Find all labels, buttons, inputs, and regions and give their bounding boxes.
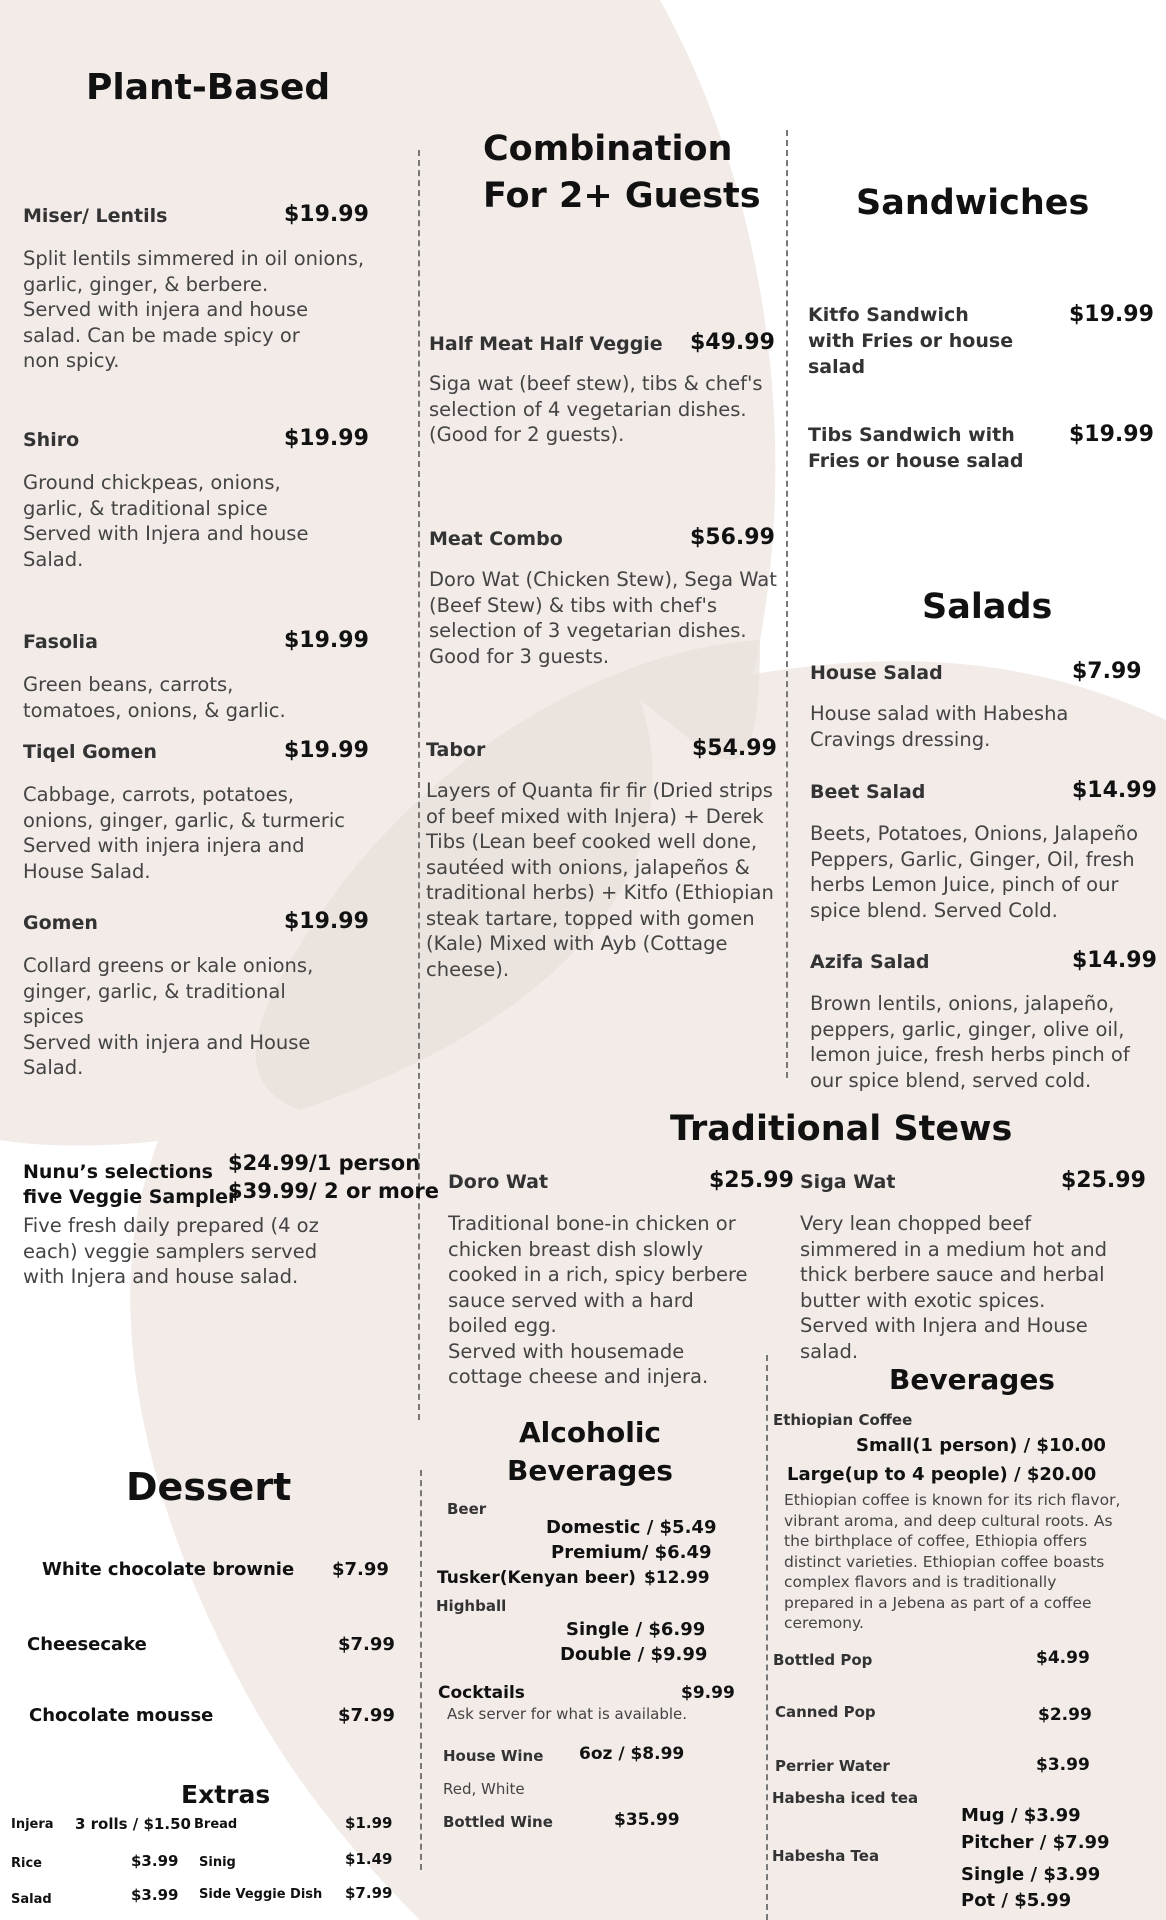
highball-double: Double / $9.99 bbox=[560, 1644, 708, 1665]
alcoholic-beverages-title: Alcoholic Beverages bbox=[507, 1416, 673, 1487]
house-salad-price: $7.99 bbox=[1072, 659, 1142, 684]
divider-middle-bottom bbox=[766, 1355, 768, 1920]
coffee-small: Small(1 person) / $10.00 bbox=[856, 1435, 1106, 1456]
fasolia-name: Fasolia bbox=[23, 631, 98, 653]
doro-wat-desc: Traditional bone-in chicken or chicken breast dish slowly cooked in a rich, spicy berbere sauce served with a hard boiled egg. Served with housemade cottage cheese and injera. bbox=[448, 1212, 748, 1388]
dessert-title: Dessert bbox=[126, 1465, 292, 1509]
extra-side-veggie-name: Side Veggie Dish bbox=[199, 1887, 323, 1902]
siga-wat-desc: Very lean chopped beef simmered in a medium hot and thick berbere sauce and herbal butter with exotic spices. Served with Injera and House salad. bbox=[800, 1212, 1108, 1363]
iced-tea-pitcher: Pitcher / $7.99 bbox=[961, 1832, 1110, 1853]
tabor-price: $54.99 bbox=[692, 736, 777, 761]
cocktails-name: Cocktails bbox=[438, 1683, 525, 1703]
extra-injera-name: Injera bbox=[11, 1817, 54, 1832]
salads-title: Salads bbox=[922, 587, 1053, 627]
extra-side-veggie-price: $7.99 bbox=[345, 1884, 393, 1902]
sampler-desc: Five fresh daily prepared (4 oz each) veggie samplers served with Injera and house salad. bbox=[23, 1214, 319, 1288]
bottled-pop-name: Bottled Pop bbox=[773, 1651, 873, 1669]
tiqel-gomen-name: Tiqel Gomen bbox=[23, 741, 157, 763]
dessert-mousse-price: $7.99 bbox=[338, 1705, 395, 1726]
kitfo-sandwich-price: $19.99 bbox=[1069, 302, 1154, 327]
coffee-large: Large(up to 4 people) / $20.00 bbox=[787, 1464, 1097, 1485]
gomen-desc: Collard greens or kale onions, ginger, garlic, & traditional spices Served with injera and House Salad. bbox=[23, 954, 314, 1079]
extra-bread-name: Bread bbox=[194, 1817, 238, 1832]
cocktails-price: $9.99 bbox=[681, 1683, 735, 1703]
tabor-desc: Layers of Quanta fir fir (Dried strips of beef mixed with Injera) + Derek Tibs (Lean beef cooked well done, sautéed with onions, jalapeños & traditional herbs) + Kitfo (Ethiopian steak tartare, topped with gomen (Kale) Mixed with Ayb (Cottage cheese). bbox=[426, 779, 774, 981]
beet-salad-desc: Beets, Potatoes, Onions, Jalapeño Peppers, Garlic, Ginger, Oil, fresh herbs Lemon Juice, pinch of our spice blend. Served Cold. bbox=[810, 822, 1138, 922]
sampler-price-group: $39.99/ 2 or more bbox=[228, 1179, 439, 1203]
extra-sinig-name: Sinig bbox=[199, 1855, 236, 1870]
siga-wat-price: $25.99 bbox=[1061, 1168, 1146, 1193]
extra-sinig-price: $1.49 bbox=[345, 1850, 393, 1868]
siga-wat-name: Siga Wat bbox=[800, 1171, 896, 1193]
half-meat-price: $49.99 bbox=[690, 330, 775, 355]
house-salad-desc: House salad with Habesha Cravings dressing. bbox=[810, 702, 1069, 751]
gomen-name: Gomen bbox=[23, 912, 98, 934]
tiqel-gomen-desc: Cabbage, carrots, potatoes, onions, ginger, garlic, & turmeric Served with injera injera and House Salad. bbox=[23, 783, 346, 883]
highball-label: Highball bbox=[436, 1597, 507, 1615]
miser-name: Miser/ Lentils bbox=[23, 205, 168, 227]
half-meat-name: Half Meat Half Veggie bbox=[429, 333, 663, 355]
meat-combo-price: $56.99 bbox=[690, 525, 775, 550]
canned-pop-name: Canned Pop bbox=[775, 1703, 876, 1721]
extra-rice-detail: $3.99 bbox=[131, 1852, 179, 1870]
canned-pop-price: $2.99 bbox=[1038, 1705, 1092, 1725]
tabor-name: Tabor bbox=[426, 739, 486, 761]
sandwiches-title: Sandwiches bbox=[856, 183, 1090, 223]
extra-injera-detail: 3 rolls / $1.50 bbox=[75, 1815, 191, 1833]
dessert-cheesecake-name: Cheesecake bbox=[27, 1634, 147, 1655]
doro-wat-price: $25.99 bbox=[709, 1168, 794, 1193]
habesha-tea-single: Single / $3.99 bbox=[961, 1864, 1101, 1885]
kitfo-sandwich-name: Kitfo Sandwich with Fries or house salad bbox=[808, 304, 1014, 378]
combination-title: Combination For 2+ Guests bbox=[483, 129, 761, 216]
meat-combo-name: Meat Combo bbox=[429, 528, 563, 550]
meat-combo-desc: Doro Wat (Chicken Stew), Sega Wat (Beef Stew) & tibs with chef's selection of 3 vegetarian dishes. Good for 3 guests. bbox=[429, 568, 777, 668]
perrier-name: Perrier Water bbox=[775, 1757, 890, 1775]
extra-salad-detail: $3.99 bbox=[131, 1886, 179, 1904]
extra-salad-name: Salad bbox=[11, 1892, 52, 1907]
extra-rice-name: Rice bbox=[11, 1856, 42, 1871]
dessert-brownie-name: White chocolate brownie bbox=[42, 1559, 295, 1580]
beer-tusker-price: $12.99 bbox=[644, 1568, 710, 1588]
extra-bread-price: $1.99 bbox=[345, 1814, 393, 1832]
divider-left-bottom bbox=[420, 1470, 422, 1870]
habesha-tea-name: Habesha Tea bbox=[772, 1847, 880, 1865]
beer-label: Beer bbox=[447, 1500, 487, 1518]
divider-left-top bbox=[418, 150, 420, 1420]
extras-title: Extras bbox=[181, 1780, 271, 1809]
dessert-brownie-price: $7.99 bbox=[332, 1559, 389, 1580]
beer-domestic: Domestic / $5.49 bbox=[546, 1517, 717, 1538]
bottled-pop-price: $4.99 bbox=[1036, 1648, 1090, 1668]
dessert-cheesecake-price: $7.99 bbox=[338, 1634, 395, 1655]
house-salad-name: House Salad bbox=[810, 662, 943, 684]
fasolia-desc: Green beans, carrots, tomatoes, onions, & garlic. bbox=[23, 673, 286, 722]
beet-salad-price: $14.99 bbox=[1072, 778, 1157, 803]
habesha-tea-pot: Pot / $5.99 bbox=[961, 1890, 1072, 1911]
iced-tea-mug: Mug / $3.99 bbox=[961, 1805, 1081, 1826]
beer-tusker: Tusker(Kenyan beer) bbox=[437, 1568, 636, 1588]
shiro-price: $19.99 bbox=[284, 426, 369, 451]
azifa-salad-price: $14.99 bbox=[1072, 948, 1157, 973]
divider-middle-top bbox=[786, 130, 788, 1078]
miser-desc: Split lentils simmered in oil onions, garlic, ginger, & berbere. Served with injera and house salad. Can be made spicy or non spicy. bbox=[23, 247, 365, 372]
miser-price: $19.99 bbox=[284, 202, 369, 227]
house-wine-name: House Wine bbox=[443, 1747, 544, 1765]
beverages-title: Beverages bbox=[889, 1363, 1055, 1396]
azifa-salad-name: Azifa Salad bbox=[810, 951, 930, 973]
coffee-desc: Ethiopian coffee is known for its rich flavor, vibrant aroma, and deep cultural roots. As the birthplace of coffee, Ethiopia offers distinct varieties. Ethiopian coffee boasts complex flavors and is traditionally prepared in a Jebena as part of a coffee ceremony. bbox=[784, 1491, 1121, 1632]
iced-tea-name: Habesha iced tea bbox=[772, 1789, 919, 1807]
tibs-sandwich-price: $19.99 bbox=[1069, 422, 1154, 447]
shiro-name: Shiro bbox=[23, 429, 80, 451]
bottled-wine-name: Bottled Wine bbox=[443, 1813, 553, 1831]
perrier-price: $3.99 bbox=[1036, 1755, 1090, 1775]
fasolia-price: $19.99 bbox=[284, 628, 369, 653]
coffee-label: Ethiopian Coffee bbox=[773, 1411, 913, 1429]
beer-premium: Premium/ $6.49 bbox=[551, 1542, 712, 1563]
bottled-wine-price: $35.99 bbox=[614, 1810, 680, 1830]
doro-wat-name: Doro Wat bbox=[448, 1171, 549, 1193]
sampler-name: Nunu’s selections five Veggie Sampler bbox=[23, 1161, 238, 1208]
dessert-mousse-name: Chocolate mousse bbox=[29, 1705, 214, 1726]
half-meat-desc: Siga wat (beef stew), tibs & chef's selection of 4 vegetarian dishes. (Good for 2 guests). bbox=[429, 372, 763, 446]
plant-based-title: Plant-Based bbox=[86, 67, 331, 108]
tibs-sandwich-name: Tibs Sandwich with Fries or house salad bbox=[808, 424, 1024, 472]
highball-single: Single / $6.99 bbox=[566, 1619, 706, 1640]
beet-salad-name: Beet Salad bbox=[810, 781, 926, 803]
azifa-salad-desc: Brown lentils, onions, jalapeño, peppers, garlic, ginger, olive oil, lemon juice, fresh herbs pinch of our spice blend, served cold. bbox=[810, 992, 1130, 1092]
gomen-price: $19.99 bbox=[284, 909, 369, 934]
wine-types: Red, White bbox=[443, 1780, 525, 1798]
cocktails-note: Ask server for what is available. bbox=[447, 1705, 688, 1723]
traditional-stews-title: Traditional Stews bbox=[670, 1109, 1013, 1149]
sampler-price-single: $24.99/1 person bbox=[228, 1151, 421, 1175]
shiro-desc: Ground chickpeas, onions, garlic, & traditional spice Served with Injera and house Salad. bbox=[23, 471, 309, 571]
tiqel-gomen-price: $19.99 bbox=[284, 738, 369, 763]
house-wine-price: 6oz / $8.99 bbox=[579, 1744, 685, 1764]
